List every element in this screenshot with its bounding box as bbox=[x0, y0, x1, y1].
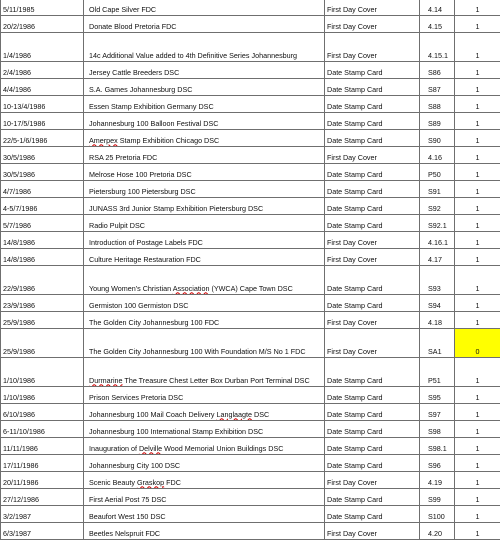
type-cell: Date Stamp Card bbox=[325, 438, 420, 455]
description-cell: Old Cape Silver FDC bbox=[84, 0, 325, 16]
description-cell: The Golden City Johannesburg 100 FDC bbox=[84, 312, 325, 329]
type-cell: Date Stamp Card bbox=[325, 164, 420, 181]
catalog-number-cell: S91 bbox=[420, 181, 455, 198]
date-cell: 20/2/1986 bbox=[1, 16, 84, 33]
description-cell: Johannesburg 100 Balloon Festival DSC bbox=[84, 113, 325, 130]
quantity-cell: 1 bbox=[455, 96, 500, 113]
catalog-number-cell: S94 bbox=[420, 295, 455, 312]
catalog-number-cell: 4.17 bbox=[420, 249, 455, 266]
catalog-number-cell: SA1 bbox=[420, 329, 455, 358]
date-cell: 20/11/1986 bbox=[1, 472, 84, 489]
description-cell: Durmarine The Treasure Chest Letter Box Durban Port Terminal DSC bbox=[84, 358, 325, 387]
quantity-cell: 1 bbox=[455, 523, 500, 540]
type-cell: Date Stamp Card bbox=[325, 455, 420, 472]
quantity-cell: 1 bbox=[455, 489, 500, 506]
quantity-cell: 1 bbox=[455, 79, 500, 96]
table-row bbox=[1, 215, 500, 232]
catalog-number-cell: 4.20 bbox=[420, 523, 455, 540]
table-row bbox=[1, 16, 500, 33]
description-cell: First Aerial Post 75 DSC bbox=[84, 489, 325, 506]
date-cell: 2/4/1986 bbox=[1, 62, 84, 79]
date-cell: 27/12/1986 bbox=[1, 489, 84, 506]
date-cell: 17/11/1986 bbox=[1, 455, 84, 472]
table-row bbox=[1, 181, 500, 198]
table-row bbox=[1, 472, 500, 489]
date-cell: 1/4/1986 bbox=[1, 33, 84, 62]
type-cell: Date Stamp Card bbox=[325, 181, 420, 198]
type-cell: Date Stamp Card bbox=[325, 266, 420, 295]
catalog-number-cell: S95 bbox=[420, 387, 455, 404]
catalog-number-cell: 4.16 bbox=[420, 147, 455, 164]
table-row bbox=[1, 438, 500, 455]
quantity-cell: 1 bbox=[455, 113, 500, 130]
date-cell: 14/8/1986 bbox=[1, 249, 84, 266]
date-cell: 25/9/1986 bbox=[1, 329, 84, 358]
catalog-number-cell: S92.1 bbox=[420, 215, 455, 232]
type-cell: First Day Cover bbox=[325, 16, 420, 33]
quantity-cell: 1 bbox=[455, 472, 500, 489]
description-cell: Johannesburg City 100 DSC bbox=[84, 455, 325, 472]
date-cell: 10-13/4/1986 bbox=[1, 96, 84, 113]
catalog-number-cell: 4.15.1 bbox=[420, 33, 455, 62]
catalog-number-cell: S93 bbox=[420, 266, 455, 295]
table-row bbox=[1, 0, 500, 16]
quantity-cell: 1 bbox=[455, 312, 500, 329]
type-cell: First Day Cover bbox=[325, 147, 420, 164]
description-cell: Johannesburg 100 International Stamp Exhibition DSC bbox=[84, 421, 325, 438]
type-cell: First Day Cover bbox=[325, 249, 420, 266]
quantity-cell: 1 bbox=[455, 421, 500, 438]
quantity-cell: 1 bbox=[455, 147, 500, 164]
quantity-cell: 1 bbox=[455, 215, 500, 232]
catalog-number-cell: S99 bbox=[420, 489, 455, 506]
date-cell: 4/7/1986 bbox=[1, 181, 84, 198]
quantity-cell: 1 bbox=[455, 198, 500, 215]
quantity-cell: 1 bbox=[455, 181, 500, 198]
type-cell: Date Stamp Card bbox=[325, 489, 420, 506]
date-cell: 4-5/7/1986 bbox=[1, 198, 84, 215]
quantity-cell: 1 bbox=[455, 0, 500, 16]
type-cell: Date Stamp Card bbox=[325, 421, 420, 438]
type-cell: Date Stamp Card bbox=[325, 79, 420, 96]
type-cell: First Day Cover bbox=[325, 523, 420, 540]
date-cell: 25/9/1986 bbox=[1, 312, 84, 329]
quantity-cell: 1 bbox=[455, 164, 500, 181]
table-row bbox=[1, 421, 500, 438]
description-cell: JUNASS 3rd Junior Stamp Exhibition Pietersburg DSC bbox=[84, 198, 325, 215]
catalog-number-cell: 4.15 bbox=[420, 16, 455, 33]
description-cell: S.A. Games Johannesburg DSC bbox=[84, 79, 325, 96]
description-cell: Prison Services Pretoria DSC bbox=[84, 387, 325, 404]
date-cell: 4/4/1986 bbox=[1, 79, 84, 96]
type-cell: Date Stamp Card bbox=[325, 387, 420, 404]
catalog-number-cell: 4.14 bbox=[420, 0, 455, 16]
quantity-cell: 1 bbox=[455, 404, 500, 421]
table-row bbox=[1, 387, 500, 404]
type-cell: Date Stamp Card bbox=[325, 113, 420, 130]
spellcheck-underline: Amerpex bbox=[89, 136, 118, 145]
table-row bbox=[1, 198, 500, 215]
date-cell: 23/9/1986 bbox=[1, 295, 84, 312]
table-row bbox=[1, 130, 500, 147]
table-row bbox=[1, 489, 500, 506]
spellcheck-underline: Langlaagte bbox=[216, 410, 252, 419]
catalog-number-cell: S98.1 bbox=[420, 438, 455, 455]
catalog-number-cell: S90 bbox=[420, 130, 455, 147]
table-row bbox=[1, 33, 500, 62]
description-cell: Johannesburg 100 Mail Coach Delivery Langlaagte DSC bbox=[84, 404, 325, 421]
description-cell: Pietersburg 100 Pietersburg DSC bbox=[84, 181, 325, 198]
date-cell: 10-17/5/1986 bbox=[1, 113, 84, 130]
quantity-cell: 1 bbox=[455, 249, 500, 266]
table-row bbox=[1, 62, 500, 79]
quantity-cell: 1 bbox=[455, 295, 500, 312]
date-cell: 5/7/1986 bbox=[1, 215, 84, 232]
date-cell: 30/5/1986 bbox=[1, 164, 84, 181]
date-cell: 6/3/1987 bbox=[1, 523, 84, 540]
quantity-cell: 1 bbox=[455, 16, 500, 33]
catalog-number-cell: P50 bbox=[420, 164, 455, 181]
date-cell: 5/11/1985 bbox=[1, 0, 84, 16]
description-cell: Melrose Hose 100 Pretoria DSC bbox=[84, 164, 325, 181]
description-cell: Amerpex Stamp Exhibition Chicago DSC bbox=[84, 130, 325, 147]
catalog-number-cell: P51 bbox=[420, 358, 455, 387]
description-cell: Young Women's Christian Association (YWCA) Cape Town DSC bbox=[84, 266, 325, 295]
date-cell: 11/11/1986 bbox=[1, 438, 84, 455]
description-cell: Introduction of Postage Labels FDC bbox=[84, 232, 325, 249]
spellcheck-underline: Delville bbox=[139, 444, 162, 453]
description-cell: Inauguration of Delville Wood Memorial Union Buildings DSC bbox=[84, 438, 325, 455]
catalog-number-cell: S88 bbox=[420, 96, 455, 113]
type-cell: Date Stamp Card bbox=[325, 295, 420, 312]
description-cell: The Golden City Johannesburg 100 With Foundation M/S No 1 FDC bbox=[84, 329, 325, 358]
table-row bbox=[1, 266, 500, 295]
table-row bbox=[1, 312, 500, 329]
type-cell: Date Stamp Card bbox=[325, 96, 420, 113]
date-cell: 3/2/1987 bbox=[1, 506, 84, 523]
date-cell: 14/8/1986 bbox=[1, 232, 84, 249]
description-cell: Donate Blood Pretoria FDC bbox=[84, 16, 325, 33]
description-cell: Beetles Nelspruit FDC bbox=[84, 523, 325, 540]
type-cell: Date Stamp Card bbox=[325, 198, 420, 215]
table-row bbox=[1, 506, 500, 523]
catalog-number-cell: 4.19 bbox=[420, 472, 455, 489]
type-cell: First Day Cover bbox=[325, 232, 420, 249]
spellcheck-underline: Association bbox=[173, 284, 210, 293]
table-row bbox=[1, 249, 500, 266]
date-cell: 1/10/1986 bbox=[1, 358, 84, 387]
quantity-cell: 1 bbox=[455, 130, 500, 147]
type-cell: Date Stamp Card bbox=[325, 404, 420, 421]
quantity-cell: 1 bbox=[455, 33, 500, 62]
quantity-cell: 1 bbox=[455, 387, 500, 404]
type-cell: First Day Cover bbox=[325, 312, 420, 329]
type-cell: First Day Cover bbox=[325, 0, 420, 16]
quantity-cell: 1 bbox=[455, 358, 500, 387]
table-row bbox=[1, 113, 500, 130]
type-cell: Date Stamp Card bbox=[325, 506, 420, 523]
type-cell: Date Stamp Card bbox=[325, 62, 420, 79]
table-row bbox=[1, 329, 500, 358]
type-cell: Date Stamp Card bbox=[325, 130, 420, 147]
quantity-cell: 1 bbox=[455, 62, 500, 79]
quantity-cell: 1 bbox=[455, 455, 500, 472]
description-cell: Beaufort West 150 DSC bbox=[84, 506, 325, 523]
description-cell: Jersey Cattle Breeders DSC bbox=[84, 62, 325, 79]
type-cell: Date Stamp Card bbox=[325, 358, 420, 387]
type-cell: First Day Cover bbox=[325, 33, 420, 62]
table-row bbox=[1, 79, 500, 96]
description-cell: Scenic Beauty Graskop FDC bbox=[84, 472, 325, 489]
table-row bbox=[1, 295, 500, 312]
catalog-number-cell: 4.16.1 bbox=[420, 232, 455, 249]
date-cell: 6-11/10/1986 bbox=[1, 421, 84, 438]
quantity-cell: 1 bbox=[455, 438, 500, 455]
catalog-number-cell: S100 bbox=[420, 506, 455, 523]
date-cell: 30/5/1986 bbox=[1, 147, 84, 164]
table-row bbox=[1, 147, 500, 164]
date-cell: 22/5-1/6/1986 bbox=[1, 130, 84, 147]
catalog-number-cell: S89 bbox=[420, 113, 455, 130]
description-cell: 14c Additional Value added to 4th Definitive Series Johannesburg bbox=[84, 33, 325, 62]
date-cell: 22/9/1986 bbox=[1, 266, 84, 295]
quantity-cell: 0 bbox=[455, 329, 500, 358]
catalog-number-cell: S98 bbox=[420, 421, 455, 438]
catalog-number-cell: S97 bbox=[420, 404, 455, 421]
type-cell: Date Stamp Card bbox=[325, 215, 420, 232]
table-row bbox=[1, 523, 500, 540]
catalog-number-cell: 4.18 bbox=[420, 312, 455, 329]
catalog-number-cell: S96 bbox=[420, 455, 455, 472]
type-cell: First Day Cover bbox=[325, 472, 420, 489]
quantity-cell: 1 bbox=[455, 506, 500, 523]
description-cell: RSA 25 Pretoria FDC bbox=[84, 147, 325, 164]
description-cell: Essen Stamp Exhibition Germany DSC bbox=[84, 96, 325, 113]
table-body bbox=[1, 0, 500, 540]
catalog-number-cell: S86 bbox=[420, 62, 455, 79]
table-row bbox=[1, 455, 500, 472]
spellcheck-underline: Graskop bbox=[137, 478, 164, 487]
table-row bbox=[1, 358, 500, 387]
table-row bbox=[1, 164, 500, 181]
table-row bbox=[1, 96, 500, 113]
description-cell: Radio Pulpit DSC bbox=[84, 215, 325, 232]
description-cell: Culture Heritage Restauration FDC bbox=[84, 249, 325, 266]
table-row bbox=[1, 232, 500, 249]
quantity-cell: 1 bbox=[455, 266, 500, 295]
description-cell: Germiston 100 Germiston DSC bbox=[84, 295, 325, 312]
type-cell: First Day Cover bbox=[325, 329, 420, 358]
catalog-number-cell: S92 bbox=[420, 198, 455, 215]
quantity-cell: 1 bbox=[455, 232, 500, 249]
table-row bbox=[1, 404, 500, 421]
spellcheck-underline: Durmarine bbox=[89, 376, 123, 385]
date-cell: 1/10/1986 bbox=[1, 387, 84, 404]
catalog-number-cell: S87 bbox=[420, 79, 455, 96]
date-cell: 6/10/1986 bbox=[1, 404, 84, 421]
